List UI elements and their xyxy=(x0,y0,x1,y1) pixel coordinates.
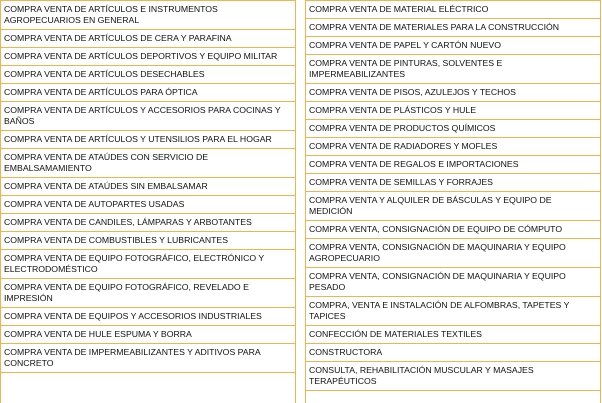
table-row xyxy=(306,1,600,19)
table-row xyxy=(1,250,295,279)
row-text: COMPRA VENTA DE MATERIAL ELÉCTRICO xyxy=(309,4,489,14)
row-text: CONSULTA, REHABILITACIÓN MUSCULAR Y MASAJES TERAPÉUTICOS xyxy=(309,365,534,386)
row-text: COMPRA VENTA DE EQUIPOS Y ACCESORIOS INDUSTRIALES xyxy=(4,311,262,321)
row-text: CONSTRUCTORA xyxy=(309,347,383,357)
table-row xyxy=(1,178,295,196)
table-row xyxy=(306,268,600,297)
row-text: COMPRA VENTA, CONSIGNACIÓN DE MAQUINARIA Y EQUIPO PESADO xyxy=(309,271,566,292)
row-text: COMPRA VENTA DE EQUIPO FOTOGRÁFICO, REVELADO E IMPRESIÓN xyxy=(4,282,249,303)
row-text: COMPRA VENTA Y ALQUILER DE BÁSCULAS Y EQUIPO DE MEDICIÓN xyxy=(309,195,552,216)
row-text: COMPRA VENTA DE REGALOS E IMPORTACIONES xyxy=(309,159,519,169)
row-text: COMPRA VENTA DE PAPEL Y CARTÓN NUEVO xyxy=(309,40,501,50)
right-table-column xyxy=(305,0,601,403)
table-row xyxy=(1,149,295,178)
table-row xyxy=(306,156,600,174)
row-text: COMPRA VENTA DE ATAÚDES SIN EMBALSAMAR xyxy=(4,181,208,191)
row-text: COMPRA, VENTA E INSTALACIÓN DE ALFOMBRAS, TAPETES Y TAPICES xyxy=(309,300,570,321)
table-row xyxy=(306,102,600,120)
table-row xyxy=(1,308,295,326)
table-row xyxy=(306,19,600,37)
row-text: COMPRA VENTA DE PINTURAS, SOLVENTES E IMPERMEABILIZANTES xyxy=(309,58,503,79)
table-row xyxy=(306,297,600,326)
row-text: COMPRA VENTA DE PISOS, AZULEJOS Y TECHOS xyxy=(309,87,516,97)
table-row xyxy=(306,221,600,239)
row-text: COMPRA VENTA DE ATAÚDES CON SERVICIO DE EMBALSAMAMIENTO xyxy=(4,152,209,173)
row-text: COMPRA VENTA DE ARTÍCULOS DESECHABLES xyxy=(4,69,205,79)
table-row xyxy=(306,120,600,138)
table-row xyxy=(306,192,600,221)
table-row xyxy=(1,30,295,48)
table-row xyxy=(1,1,295,30)
row-text: COMPRA VENTA DE AUTOPARTES USADAS xyxy=(4,199,185,209)
left-table-column xyxy=(0,0,296,403)
row-text: COMPRA VENTA DE ARTÍCULOS PARA ÓPTICA xyxy=(4,87,198,97)
table-row xyxy=(306,326,600,344)
table-row xyxy=(1,102,295,131)
row-text: COMPRA VENTA DE MATERIALES PARA LA CONSTRUCCIÓN xyxy=(309,22,560,32)
table-row xyxy=(1,326,295,344)
row-text: COMPRA VENTA DE IMPERMEABILIZANTES Y ADITIVOS PARA CONCRETO xyxy=(4,347,261,368)
table-row xyxy=(1,48,295,66)
row-text: COMPRA VENTA, CONSIGNACIÓN DE EQUIPO DE CÓMPUTO xyxy=(309,224,563,234)
table-row xyxy=(1,344,295,373)
row-text: COMPRA VENTA DE PRODUCTOS QUÍMICOS xyxy=(309,123,496,133)
row-text: COMPRA VENTA DE SEMILLAS Y FORRAJES xyxy=(309,177,493,187)
row-text: COMPRA VENTA DE HULE ESPUMA Y BORRA xyxy=(4,329,192,339)
table-row xyxy=(306,344,600,362)
table-row xyxy=(1,214,295,232)
table-row xyxy=(1,279,295,308)
row-text: COMPRA VENTA, CONSIGNACIÓN DE MAQUINARIA Y EQUIPO AGROPECUARIO xyxy=(309,242,566,263)
row-text: COMPRA VENTA DE ARTÍCULOS Y UTENSILIOS PARA EL HOGAR xyxy=(4,134,272,144)
table-row xyxy=(306,84,600,102)
row-text: CONFECCIÓN DE MATERIALES TEXTILES xyxy=(309,329,482,339)
row-text: COMPRA VENTA DE CANDILES, LÁMPARAS Y ARBOTANTES xyxy=(4,217,252,227)
table-row xyxy=(306,37,600,55)
table-row xyxy=(306,239,600,268)
table-row xyxy=(1,131,295,149)
row-text: COMPRA VENTA DE EQUIPO FOTOGRÁFICO, ELECTRÓNICO Y ELECTRODOMÉSTICO xyxy=(4,253,265,274)
row-text: COMPRA VENTA DE PLÁSTICOS Y HULE xyxy=(309,105,477,115)
table-row xyxy=(1,66,295,84)
table-row xyxy=(306,174,600,192)
table-row xyxy=(1,196,295,214)
table-row xyxy=(306,138,600,156)
row-text: COMPRA VENTA DE COMBUSTIBLES Y LUBRICANTES xyxy=(4,235,228,245)
table-row xyxy=(1,84,295,102)
table-row xyxy=(1,232,295,250)
row-text: COMPRA VENTA DE ARTÍCULOS E INSTRUMENTOS AGROPECUARIOS EN GENERAL xyxy=(4,4,218,25)
row-text: COMPRA VENTA DE ARTÍCULOS Y ACCESORIOS PARA COCINAS Y BAÑOS xyxy=(4,105,281,126)
table-row xyxy=(306,362,600,391)
row-text: COMPRA VENTA DE ARTÍCULOS DEPORTIVOS Y EQUIPO MILITAR xyxy=(4,51,278,61)
table-row xyxy=(306,55,600,84)
row-text: COMPRA VENTA DE ARTÍCULOS DE CERA Y PARAFINA xyxy=(4,33,232,43)
row-text: COMPRA VENTA DE RADIADORES Y MOFLES xyxy=(309,141,498,151)
